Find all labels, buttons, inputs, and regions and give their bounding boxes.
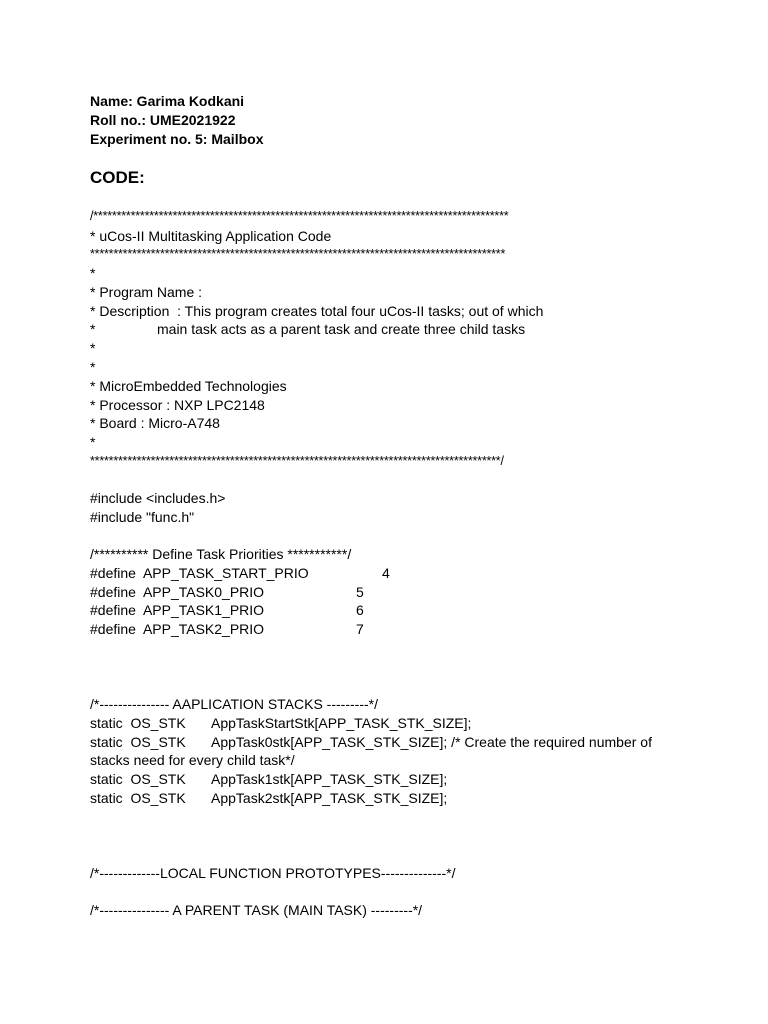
define-name: #define APP_TASK2_PRIO xyxy=(90,621,265,637)
stack-wrap-line: stacks need for every child task*/ xyxy=(90,752,295,768)
experiment-title: Experiment no. 5: Mailbox xyxy=(90,131,264,147)
comment-title: * uCos-II Multitasking Application Code xyxy=(90,228,332,244)
student-name: Name: Garima Kodkani xyxy=(90,93,245,109)
stack-value: AppTask1stk[APP_TASK_STK_SIZE]; xyxy=(211,771,448,787)
stack-value: AppTask0stk[APP_TASK_STK_SIZE]; /* Create the required number of xyxy=(211,734,652,750)
code-heading: CODE: xyxy=(90,168,145,187)
define-value: 6 xyxy=(356,602,364,618)
comment-top-rule: /***************************************************************************************** xyxy=(90,209,509,223)
stack-value: AppTask2stk[APP_TASK_STK_SIZE]; xyxy=(211,790,448,806)
priorities-comment: /********** Define Task Priorities ***********/ xyxy=(90,546,352,562)
comment-company: * MicroEmbedded Technologies xyxy=(90,378,287,394)
comment-description-cont: main task acts as a parent task and create three child tasks xyxy=(157,321,526,337)
include-line: #include "func.h" xyxy=(90,509,195,525)
define-value: 5 xyxy=(356,584,364,600)
stack-value: AppTaskStartStk[APP_TASK_STK_SIZE]; xyxy=(211,715,472,731)
stack-decl: static OS_STK xyxy=(90,734,186,750)
stack-decl: static OS_STK xyxy=(90,790,186,806)
comment-program-name: * Program Name : xyxy=(90,284,203,300)
define-name: #define APP_TASK0_PRIO xyxy=(90,584,265,600)
comment-star: * xyxy=(90,359,96,375)
prototypes-comment: /*-------------LOCAL FUNCTION PROTOTYPES--------------*/ xyxy=(90,865,456,881)
comment-bottom-rule: ****************************************************************************************/ xyxy=(90,454,504,468)
comment-second-rule: ***************************************************************************************** xyxy=(90,247,506,261)
comment-star: * xyxy=(90,434,96,450)
include-line: #include <includes.h> xyxy=(90,490,226,506)
define-name: #define APP_TASK1_PRIO xyxy=(90,602,265,618)
comment-description: * Description : This program creates total four uCos-II tasks; out of which xyxy=(90,303,544,319)
define-name: #define APP_TASK_START_PRIO xyxy=(90,565,309,581)
comment-board: * Board : Micro-A748 xyxy=(90,415,220,431)
comment-star: * xyxy=(90,321,96,337)
stacks-comment: /*--------------- AAPLICATION STACKS ---------*/ xyxy=(90,696,378,712)
stack-decl: static OS_STK xyxy=(90,715,186,731)
comment-star: * xyxy=(90,340,96,356)
stack-decl: static OS_STK xyxy=(90,771,186,787)
define-value: 4 xyxy=(382,565,390,581)
comment-star: * xyxy=(90,265,96,281)
roll-number: Roll no.: UME2021922 xyxy=(90,112,236,128)
parent-task-comment: /*--------------- A PARENT TASK (MAIN TASK) ---------*/ xyxy=(90,902,423,918)
define-value: 7 xyxy=(356,621,364,637)
comment-processor: * Processor : NXP LPC2148 xyxy=(90,397,265,413)
